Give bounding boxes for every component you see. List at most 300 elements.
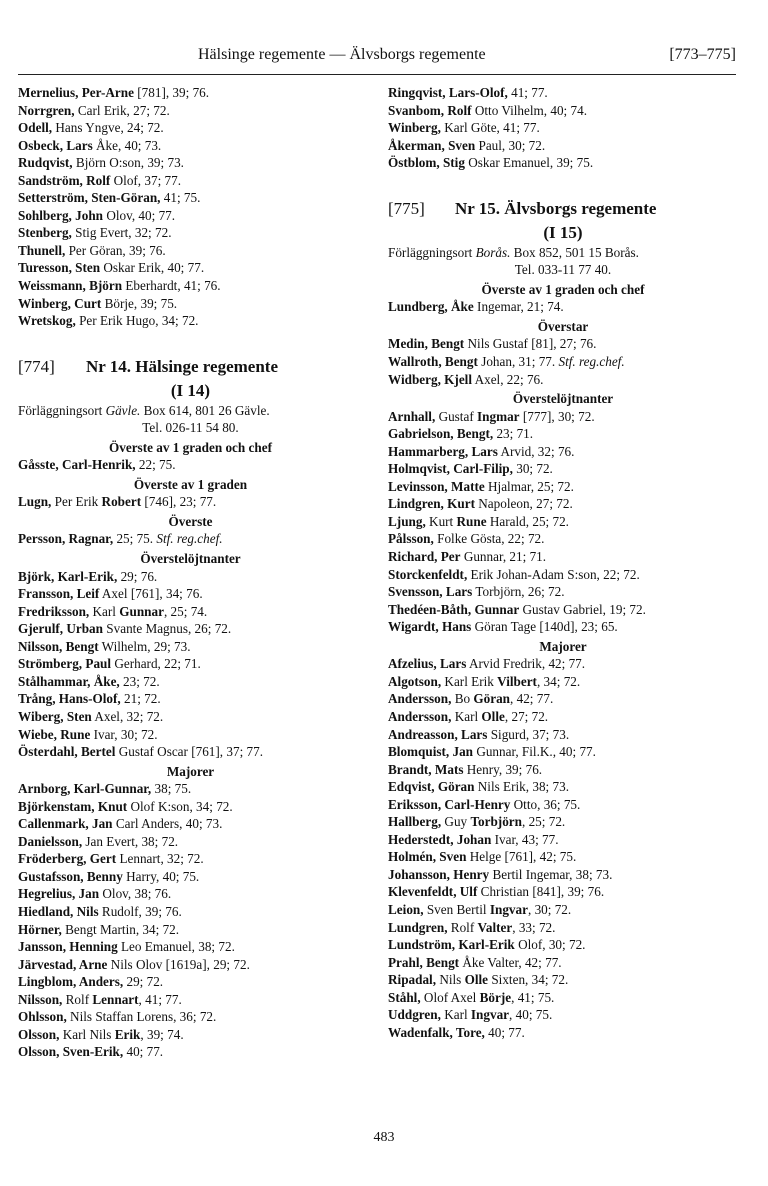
entry-details: Karl	[440, 1007, 471, 1023]
entry-details: Axel [761], 34; 76.	[99, 586, 203, 602]
surname: Hallberg,	[388, 814, 442, 830]
given-name-bold: Ingvar	[489, 901, 528, 917]
surname: Pålsson,	[388, 531, 434, 547]
entry-details: 23; 72.	[119, 673, 160, 689]
surname: Jansson, Henning	[18, 939, 118, 955]
surname: Wallroth, Bengt	[388, 354, 478, 370]
entry-details: Oskar Emanuel, 39; 75.	[464, 155, 594, 171]
surname: Wiberg, Sten	[18, 708, 92, 724]
entry-details: Olov, 38; 76.	[99, 886, 172, 902]
surname: Turesson, Sten	[18, 260, 101, 276]
entry-details: Karl Nils	[59, 1026, 115, 1042]
entry-details: Helge [761], 42; 75.	[466, 849, 577, 865]
list-item	[18, 798, 363, 816]
surname: Johansson, Henry	[388, 866, 490, 882]
given-name-bold: Olle	[481, 708, 505, 724]
list-item	[388, 84, 738, 102]
list-item	[18, 938, 363, 956]
city: Borås.	[475, 244, 511, 260]
entry-details: Nils Staffan Lorens, 36; 72.	[66, 1009, 217, 1025]
surname: Stålhammar, Åke,	[18, 673, 120, 689]
list-item	[388, 618, 738, 636]
entry-details: , 25; 74.	[163, 603, 208, 619]
surname: Björk, Karl-Erik,	[18, 568, 118, 584]
list-item	[388, 443, 738, 461]
entry-details: Wilhelm, 29; 73.	[98, 638, 191, 654]
regiment-code: (I 15)	[543, 222, 583, 242]
list-item	[388, 460, 738, 478]
list-item	[18, 189, 363, 207]
given-name-bold: Erik	[114, 1026, 141, 1042]
list-item	[388, 478, 738, 496]
list-item	[18, 259, 363, 277]
list-item	[18, 780, 363, 798]
entry-details: Otto Vilhelm, 40; 74.	[471, 102, 588, 118]
list-item	[388, 726, 738, 744]
surname: Wadenfalk, Tore,	[388, 1024, 485, 1040]
postal-address: Box 852, 501 15 Borås.	[510, 244, 639, 260]
entry-details: [746], 23; 77.	[141, 494, 217, 510]
list-item	[388, 548, 738, 566]
garrison-address	[18, 402, 363, 420]
entry-details: , 41; 75.	[511, 989, 555, 1005]
list-item	[388, 848, 738, 866]
surname: Sandström, Rolf	[18, 172, 111, 188]
surname: Algotson,	[388, 673, 442, 689]
address-label: Förläggningsort	[388, 244, 473, 260]
list-item	[18, 973, 363, 991]
surname: Rudqvist,	[18, 155, 73, 171]
surname: Lingblom, Anders,	[18, 974, 124, 990]
entry-details: Ivar, 43; 77.	[491, 831, 559, 847]
surname: Leion,	[388, 901, 424, 917]
list-item	[18, 673, 363, 691]
entry-details: Otto, 36; 75.	[510, 796, 581, 812]
given-name-bold: Ingvar	[470, 1007, 510, 1023]
entry-details: Nils Erik, 38; 73.	[474, 779, 569, 795]
telephone: Tel. 033-11 77 40.	[514, 262, 612, 278]
entry-details: Svante Magnus, 26; 72.	[102, 621, 232, 637]
list-item	[18, 207, 363, 225]
entry-details: Per Erik	[51, 494, 102, 510]
list-item	[18, 690, 363, 708]
entry-details: Sven Bertil	[423, 901, 490, 917]
list-item	[388, 353, 738, 371]
surname: Odell,	[18, 120, 53, 136]
rank-heading: Överste av 1 graden och chef	[481, 281, 645, 297]
rank-heading: Överstelöjtnanter	[140, 551, 241, 567]
entry-details: , 30; 72.	[527, 901, 572, 917]
entry-details: Karl	[451, 708, 482, 724]
list-item	[18, 493, 363, 511]
list-item	[388, 796, 738, 814]
given-name-bold: Börje	[479, 989, 512, 1005]
entry-details: Olof, 30; 72.	[514, 937, 586, 953]
section-number: [774]	[18, 356, 55, 376]
entry-details: Sixten, 34; 72.	[488, 972, 569, 988]
surname: Järvestad, Arne	[18, 956, 108, 972]
entry-details: Åke, 40; 73.	[92, 137, 162, 153]
list-item	[18, 530, 363, 548]
entry-details: 40; 77.	[123, 1044, 164, 1060]
list-item	[388, 971, 738, 989]
surname: Richard, Per	[388, 549, 461, 565]
entry-details: Kurt	[425, 513, 457, 529]
surname: Lundgren,	[388, 919, 448, 935]
list-item	[18, 456, 363, 474]
entry-details: Arvid Fredrik, 42; 77.	[466, 656, 586, 672]
surname: Lundberg, Åke	[388, 299, 474, 315]
entry-details: Ingemar, 21; 74.	[473, 299, 564, 315]
entry-details: Christian [841], 39; 76.	[477, 884, 605, 900]
list-item	[18, 991, 363, 1009]
page-number: 483	[373, 1130, 395, 1145]
telephone: Tel. 026-11 54 80.	[142, 420, 239, 436]
surname: Arnborg, Karl-Gunnar,	[18, 781, 152, 797]
given-name-bold: Gunnar	[119, 603, 164, 619]
surname: Fransson, Leif	[18, 586, 100, 602]
list-item	[388, 495, 738, 513]
entry-details: Per Göran, 39; 76.	[65, 242, 166, 258]
entry-details: 29; 76.	[117, 568, 158, 584]
surname: Andreasson, Lars	[388, 726, 488, 742]
section-15	[388, 198, 738, 1042]
regiment-name: Nr 14. Hälsinge regemente	[86, 356, 278, 376]
list-item	[18, 743, 363, 761]
list-item	[18, 137, 363, 155]
surname: Nilsson, Bengt	[18, 638, 99, 654]
surname: Widberg, Kjell	[388, 371, 473, 387]
surname: Ståhl,	[388, 989, 421, 1005]
entry-details: Stig Evert, 32; 72.	[71, 225, 172, 241]
rank-heading: Överste	[168, 513, 213, 529]
entry-details: Bengt Martin, 34; 72.	[61, 921, 180, 937]
surname: Norrgren,	[18, 102, 75, 118]
surname: Gabrielson, Bengt,	[388, 426, 494, 442]
entry-list	[18, 84, 363, 330]
entry-details: Börje, 39; 75.	[101, 295, 178, 311]
right-column	[388, 84, 738, 1041]
given-name-bold: Valter	[477, 919, 513, 935]
entry-details: Harald, 25; 72.	[486, 513, 569, 529]
list-item	[388, 371, 738, 389]
list-item	[388, 119, 738, 137]
surname: Fredriksson,	[18, 603, 90, 619]
list-item	[388, 919, 738, 937]
entry-details: , 39; 74.	[140, 1026, 184, 1042]
entry-details: Gustaf	[435, 408, 478, 424]
surname: Hiedland, Nils	[18, 903, 99, 919]
given-name-bold: Vilbert	[497, 673, 537, 689]
entry-details: Gunnar, 21; 71.	[460, 549, 547, 565]
list-item	[18, 638, 363, 656]
surname: Afzelius, Lars	[388, 656, 467, 672]
surname: Ringqvist, Lars-Olof,	[388, 85, 508, 100]
rank-heading: Majorer	[166, 763, 215, 779]
entry-details: Olov, 40; 77.	[103, 207, 176, 223]
surname: Sohlberg, John	[18, 207, 104, 223]
list-item	[18, 277, 363, 295]
entry-details: , 41; 77.	[138, 991, 182, 1007]
entry-details: Göran Tage [140d], 23; 65.	[471, 619, 618, 635]
entry-details: , 42; 77.	[510, 691, 554, 707]
surname: Eriksson, Carl-Henry	[388, 796, 511, 812]
list-item	[18, 568, 363, 586]
role-note: Stf. reg.chef.	[156, 531, 223, 547]
surname: Brandt, Mats	[388, 761, 464, 777]
surname: Blomquist, Jan	[388, 744, 474, 760]
entry-details: [781], 39; 76.	[133, 85, 210, 100]
rank-heading: Överstar	[537, 318, 589, 334]
entry-details: Bo	[451, 691, 474, 707]
list-item	[388, 566, 738, 584]
surname: Uddgren,	[388, 1007, 441, 1023]
entry-range: [773–775]	[669, 46, 736, 63]
list-item	[18, 224, 363, 242]
entry-details: Gustaf Oscar [761], 37; 77.	[115, 744, 264, 760]
list-item	[18, 921, 363, 939]
list-item	[388, 989, 738, 1007]
surname: Lundström, Karl-Erik	[388, 937, 515, 953]
surname: Nilsson,	[18, 991, 63, 1007]
surname: Thedéen-Båth, Gunnar	[388, 601, 520, 617]
given-name-bold: Torbjörn	[470, 814, 522, 830]
surname: Prahl, Bengt	[388, 954, 460, 970]
section-heading	[18, 356, 363, 380]
entry-details: 25; 75.	[113, 531, 157, 547]
list-item	[18, 850, 363, 868]
list-item	[18, 295, 363, 313]
list-item	[18, 172, 363, 190]
surname: Hederstedt, Johan	[388, 831, 492, 847]
surname: Ljung,	[388, 513, 426, 529]
surname: Setterström, Sten-Göran,	[18, 190, 161, 206]
list-item	[388, 743, 738, 761]
surname: Holmqvist, Carl-Filip,	[388, 461, 513, 477]
list-item	[388, 901, 738, 919]
list-item	[18, 242, 363, 260]
rank-heading: Majorer	[539, 638, 587, 654]
list-item	[388, 335, 738, 353]
surname: Storckenfeldt,	[388, 566, 468, 582]
surname: Gåsste, Carl-Henrik,	[18, 457, 136, 473]
list-item	[18, 655, 363, 673]
entry-details: Folke Gösta, 22; 72.	[433, 531, 545, 547]
list-item	[388, 866, 738, 884]
entry-details: Johan, 31; 77.	[477, 354, 559, 370]
surname: Arnhall,	[388, 408, 436, 424]
list-item	[388, 883, 738, 901]
list-item	[18, 84, 363, 102]
list-item	[18, 815, 363, 833]
list-item	[388, 954, 738, 972]
entry-details: Rudolf, 39; 76.	[98, 903, 182, 919]
running-head	[18, 46, 736, 68]
given-name-bold: Lennart	[92, 991, 139, 1007]
surname: Olsson,	[18, 1026, 60, 1042]
entry-details: 30; 72.	[512, 461, 553, 477]
surname: Klevenfeldt, Ulf	[388, 884, 478, 900]
list-item	[388, 408, 738, 426]
surname: Callenmark, Jan	[18, 816, 113, 832]
list-item	[18, 585, 363, 603]
surname: Gustafsson, Benny	[18, 868, 123, 884]
entry-details: Bertil Ingemar, 38; 73.	[489, 866, 613, 882]
entry-details: Nils Gustaf [81], 27; 76.	[464, 336, 597, 352]
entry-details: Per Erik Hugo, 34; 72.	[75, 313, 199, 329]
regiment-name: Nr 15. Älvsborgs regemente	[455, 198, 657, 218]
list-item	[18, 154, 363, 172]
list-item	[18, 868, 363, 886]
surname: Strömberg, Paul	[18, 656, 112, 672]
surname: Åkerman, Sven	[388, 137, 476, 153]
surname: Ohlsson,	[18, 1009, 67, 1025]
list-item	[18, 312, 363, 330]
entry-details: Sigurd, 37; 73.	[487, 726, 570, 742]
entry-details: Olof, 37; 77.	[110, 172, 182, 188]
list-item	[388, 690, 738, 708]
entry-details: Lennart, 32; 72.	[116, 851, 204, 867]
surname: Winberg,	[388, 120, 441, 136]
surname: Björkenstam, Knut	[18, 798, 128, 814]
entry-details: Eberhardt, 41; 76.	[122, 278, 221, 294]
entry-details: Jan Evert, 38; 72.	[82, 833, 179, 849]
entry-details: 41; 75.	[160, 190, 201, 206]
surname: Trång, Hans-Olof,	[18, 691, 121, 707]
entry-details: Axel, 32; 72.	[91, 708, 164, 724]
entry-details: , 27; 72.	[504, 708, 549, 724]
given-name-bold: Olle	[464, 972, 489, 988]
surname: Östblom, Stig	[388, 155, 465, 171]
entry-details: [777], 30; 72.	[519, 408, 595, 424]
entry-details: 38; 75.	[151, 781, 192, 797]
surname: Gjerulf, Urban	[18, 621, 103, 637]
entry-details: 41; 77.	[507, 85, 548, 100]
list-item	[388, 601, 738, 619]
entry-details: Torbjörn, 26; 72.	[472, 584, 565, 600]
list-item	[388, 813, 738, 831]
list-item	[388, 778, 738, 796]
list-item	[18, 1026, 363, 1044]
entry-details: Carl Erik, 27; 72.	[74, 102, 170, 118]
entry-details: , 40; 75.	[509, 1007, 553, 1023]
entry-details: Karl Göte, 41; 77.	[440, 120, 540, 136]
surname: Thunell,	[18, 242, 66, 258]
list-item	[388, 583, 738, 601]
surname: Andersson,	[388, 708, 452, 724]
list-item	[388, 708, 738, 726]
list-item	[388, 137, 738, 155]
entry-details: Nils	[436, 972, 465, 988]
surname: Hegrelius, Jan	[18, 886, 100, 902]
address-label: Förläggningsort	[18, 402, 103, 418]
surname: Hammarberg, Lars	[388, 443, 498, 459]
entry-details: Hans Yngve, 24; 72.	[52, 120, 164, 136]
entry-details: , 33; 72.	[512, 919, 556, 935]
list-item	[388, 761, 738, 779]
rank-heading: Överste av 1 graden och chef	[109, 439, 272, 455]
surname: Medin, Bengt	[388, 336, 465, 352]
surname: Mernelius, Per-Arne	[18, 85, 134, 100]
list-item	[388, 298, 738, 316]
running-title: Hälsinge regemente — Älvsborgs regemente	[198, 46, 486, 63]
entry-details: Gustav Gabriel, 19; 72.	[519, 601, 646, 617]
entry-details: Leo Emanuel, 38; 72.	[117, 939, 235, 955]
entry-details: 29; 72.	[123, 974, 164, 990]
given-name-bold: Ingmar	[477, 408, 520, 424]
list-item	[388, 831, 738, 849]
entry-details: Ivar, 30; 72.	[90, 726, 158, 742]
surname: Stenberg,	[18, 225, 72, 241]
surname: Winberg, Curt	[18, 295, 102, 311]
list-item	[18, 903, 363, 921]
surname: Edqvist, Göran	[388, 779, 475, 795]
regiment-code: (I 14)	[170, 380, 211, 400]
entry-details: , 25; 72.	[521, 814, 566, 830]
entry-details: Olof Axel	[420, 989, 480, 1005]
surname: Wigardt, Hans	[388, 619, 472, 635]
entry-details: Hjalmar, 25; 72.	[484, 478, 574, 494]
entry-details: Åke Valter, 42; 77.	[459, 954, 562, 970]
entry-details: Harry, 40; 75.	[122, 868, 200, 884]
entry-details: Rolf	[62, 991, 93, 1007]
list-item	[18, 885, 363, 903]
entry-details: 23; 71.	[493, 426, 534, 442]
postal-address: Box 614, 801 26 Gävle.	[140, 402, 270, 418]
surname: Weissmann, Björn	[18, 278, 123, 294]
entry-details: 22; 75.	[135, 457, 176, 473]
entry-details: Karl	[89, 603, 120, 619]
list-item	[18, 1008, 363, 1026]
entry-details: Guy	[441, 814, 471, 830]
list-item	[18, 833, 363, 851]
entry-details: Olof K:son, 34; 72.	[127, 798, 233, 814]
entry-list	[388, 84, 738, 172]
surname: Danielsson,	[18, 833, 83, 849]
entry-details: Paul, 30; 72.	[475, 137, 546, 153]
surname: Wiebe, Rune	[18, 726, 91, 742]
surname: Levinsson, Matte	[388, 478, 485, 494]
entry-details: 21; 72.	[120, 691, 161, 707]
entry-details: Karl Erik	[441, 673, 498, 689]
surname: Ripadal,	[388, 972, 437, 988]
left-column	[18, 84, 363, 1061]
entry-details: Carl Anders, 40; 73.	[112, 816, 223, 832]
list-item	[388, 673, 738, 691]
entry-details: Axel, 22; 76.	[472, 371, 544, 387]
surname: Persson, Ragnar,	[18, 531, 114, 547]
rank-heading: Överste av 1 graden	[133, 476, 248, 492]
entry-details: 40; 77.	[484, 1024, 525, 1040]
list-item	[388, 1024, 738, 1042]
surname: Lindgren, Kurt	[388, 496, 475, 512]
surname: Osbeck, Lars	[18, 137, 93, 153]
surname: Svensson, Lars	[388, 584, 473, 600]
entry-details: Rolf	[447, 919, 478, 935]
entry-details: Erik Johan-Adam S:son, 22; 72.	[467, 566, 640, 582]
surname: Hörner,	[18, 921, 62, 937]
entry-details: Björn O:son, 39; 73.	[72, 155, 184, 171]
surname: Svanbom, Rolf	[388, 102, 472, 118]
list-item	[18, 119, 363, 137]
city: Gävle.	[105, 402, 141, 418]
list-item	[18, 620, 363, 638]
entry-details: Oskar Erik, 40; 77.	[100, 260, 205, 276]
surname: Olsson, Sven-Erik,	[18, 1044, 124, 1060]
surname: Lugn,	[18, 494, 52, 510]
list-item	[388, 425, 738, 443]
surname: Andersson,	[388, 691, 452, 707]
